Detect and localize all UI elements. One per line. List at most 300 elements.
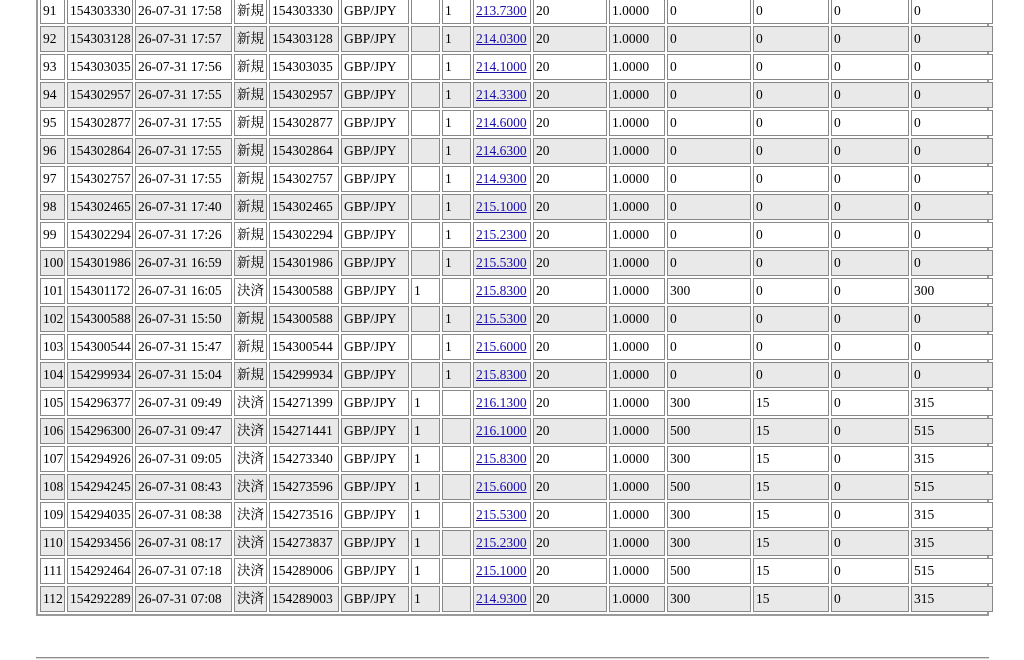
cell-datetime: 26-07-31 17:26 bbox=[135, 222, 232, 248]
cell-buy-qty: 1 bbox=[442, 0, 471, 24]
cell-datetime: 26-07-31 09:05 bbox=[135, 446, 232, 472]
table-row bbox=[40, 82, 993, 108]
cell-trade-type: 新規 bbox=[234, 362, 267, 388]
cell-swap: 15 bbox=[753, 390, 829, 416]
cell-datetime: 26-07-31 15:04 bbox=[135, 362, 232, 388]
cell-swap: 15 bbox=[753, 586, 829, 612]
cell-sell-qty bbox=[411, 0, 440, 24]
price-link[interactable]: 214.9300 bbox=[476, 591, 527, 606]
cell-swap: 0 bbox=[753, 110, 829, 136]
cell-price-link bbox=[473, 558, 531, 584]
cell-trade-type: 決済 bbox=[234, 530, 267, 556]
cell-sell-qty bbox=[411, 82, 440, 108]
cell-sell-qty: 1 bbox=[411, 502, 440, 528]
cell-buy-qty: 1 bbox=[442, 222, 471, 248]
cell-total: 515 bbox=[911, 474, 993, 500]
cell-order-id: 154302294 bbox=[67, 222, 133, 248]
cell-order-id: 154303330 bbox=[67, 0, 133, 24]
cell-trade-type: 決済 bbox=[234, 278, 267, 304]
cell-order-id: 154302877 bbox=[67, 110, 133, 136]
cell-sell-qty: 1 bbox=[411, 530, 440, 556]
cell-datetime: 26-07-31 08:38 bbox=[135, 502, 232, 528]
cell-buy-qty: 1 bbox=[442, 362, 471, 388]
cell-trade-type: 新規 bbox=[234, 250, 267, 276]
table-row bbox=[40, 446, 993, 472]
cell-sell-qty: 1 bbox=[411, 446, 440, 472]
price-link[interactable]: 215.6000 bbox=[476, 339, 527, 354]
cell-currency-pair: GBP/JPY bbox=[341, 82, 409, 108]
cell-order-id: 154300588 bbox=[67, 306, 133, 332]
cell-order-id: 154301986 bbox=[67, 250, 133, 276]
cell-trade-type: 新規 bbox=[234, 306, 267, 332]
cell-position-id: 154299934 bbox=[269, 362, 339, 388]
cell-datetime: 26-07-31 17:55 bbox=[135, 138, 232, 164]
cell-position-id: 154300588 bbox=[269, 306, 339, 332]
price-link[interactable]: 214.9300 bbox=[476, 171, 527, 186]
cell-lot: 20 bbox=[533, 166, 607, 192]
cell-rate: 1.0000 bbox=[609, 166, 665, 192]
cell-rate: 1.0000 bbox=[609, 474, 665, 500]
cell-lot: 20 bbox=[533, 474, 607, 500]
cell-buy-qty: 1 bbox=[442, 306, 471, 332]
cell-fee: 0 bbox=[831, 586, 909, 612]
cell-buy-qty: 1 bbox=[442, 26, 471, 52]
cell-total: 315 bbox=[911, 502, 993, 528]
cell-currency-pair: GBP/JPY bbox=[341, 138, 409, 164]
cell-sell-qty: 1 bbox=[411, 558, 440, 584]
cell-total: 0 bbox=[911, 54, 993, 80]
cell-lot: 20 bbox=[533, 362, 607, 388]
cell-swap: 0 bbox=[753, 194, 829, 220]
cell-rate: 1.0000 bbox=[609, 586, 665, 612]
cell-row-number: 100 bbox=[40, 250, 65, 276]
cell-row-number: 101 bbox=[40, 278, 65, 304]
table-row bbox=[40, 586, 993, 612]
cell-price-link bbox=[473, 110, 531, 136]
cell-profit-loss: 0 bbox=[667, 54, 751, 80]
cell-price-link bbox=[473, 54, 531, 80]
cell-lot: 20 bbox=[533, 222, 607, 248]
cell-row-number: 99 bbox=[40, 222, 65, 248]
cell-currency-pair: GBP/JPY bbox=[341, 166, 409, 192]
cell-row-number: 104 bbox=[40, 362, 65, 388]
cell-price-link bbox=[473, 26, 531, 52]
cell-currency-pair: GBP/JPY bbox=[341, 110, 409, 136]
cell-trade-type: 決済 bbox=[234, 474, 267, 500]
cell-profit-loss: 300 bbox=[667, 278, 751, 304]
cell-order-id: 154302757 bbox=[67, 166, 133, 192]
cell-total: 0 bbox=[911, 334, 993, 360]
cell-currency-pair: GBP/JPY bbox=[341, 306, 409, 332]
table-row bbox=[40, 390, 993, 416]
cell-total: 0 bbox=[911, 250, 993, 276]
cell-order-id: 154299934 bbox=[67, 362, 133, 388]
cell-sell-qty bbox=[411, 26, 440, 52]
cell-total: 0 bbox=[911, 138, 993, 164]
cell-position-id: 154289003 bbox=[269, 586, 339, 612]
cell-rate: 1.0000 bbox=[609, 82, 665, 108]
cell-currency-pair: GBP/JPY bbox=[341, 26, 409, 52]
cell-row-number: 93 bbox=[40, 54, 65, 80]
cell-trade-type: 新規 bbox=[234, 222, 267, 248]
cell-rate: 1.0000 bbox=[609, 0, 665, 24]
cell-row-number: 102 bbox=[40, 306, 65, 332]
cell-price-link bbox=[473, 586, 531, 612]
cell-total: 0 bbox=[911, 0, 993, 24]
cell-price-link bbox=[473, 0, 531, 24]
table-row bbox=[40, 222, 993, 248]
table-row bbox=[40, 474, 993, 500]
cell-lot: 20 bbox=[533, 82, 607, 108]
cell-profit-loss: 0 bbox=[667, 26, 751, 52]
cell-swap: 15 bbox=[753, 446, 829, 472]
cell-buy-qty: 1 bbox=[442, 166, 471, 192]
cell-profit-loss: 0 bbox=[667, 334, 751, 360]
cell-sell-qty: 1 bbox=[411, 278, 440, 304]
cell-lot: 20 bbox=[533, 502, 607, 528]
cell-profit-loss: 0 bbox=[667, 166, 751, 192]
cell-trade-type: 決済 bbox=[234, 586, 267, 612]
cell-swap: 0 bbox=[753, 26, 829, 52]
trade-table bbox=[38, 0, 995, 614]
cell-sell-qty bbox=[411, 222, 440, 248]
cell-datetime: 26-07-31 15:47 bbox=[135, 334, 232, 360]
table-row bbox=[40, 138, 993, 164]
price-link[interactable]: 216.1300 bbox=[476, 395, 527, 410]
cell-trade-type: 決済 bbox=[234, 502, 267, 528]
cell-buy-qty: 1 bbox=[442, 250, 471, 276]
cell-total: 0 bbox=[911, 222, 993, 248]
cell-position-id: 154273516 bbox=[269, 502, 339, 528]
table-row bbox=[40, 166, 993, 192]
table-row bbox=[40, 306, 993, 332]
cell-swap: 0 bbox=[753, 82, 829, 108]
cell-price-link bbox=[473, 222, 531, 248]
cell-order-id: 154292464 bbox=[67, 558, 133, 584]
price-link[interactable]: 213.7300 bbox=[476, 3, 527, 18]
cell-datetime: 26-07-31 17:58 bbox=[135, 0, 232, 24]
cell-price-link bbox=[473, 390, 531, 416]
cell-fee: 0 bbox=[831, 26, 909, 52]
cell-swap: 0 bbox=[753, 334, 829, 360]
cell-profit-loss: 300 bbox=[667, 502, 751, 528]
cell-total: 515 bbox=[911, 558, 993, 584]
cell-fee: 0 bbox=[831, 278, 909, 304]
price-link[interactable]: 214.6300 bbox=[476, 143, 527, 158]
cell-datetime: 26-07-31 16:59 bbox=[135, 250, 232, 276]
cell-fee: 0 bbox=[831, 474, 909, 500]
cell-row-number: 94 bbox=[40, 82, 65, 108]
cell-buy-qty: 1 bbox=[442, 334, 471, 360]
cell-rate: 1.0000 bbox=[609, 446, 665, 472]
cell-datetime: 26-07-31 08:17 bbox=[135, 530, 232, 556]
cell-trade-type: 新規 bbox=[234, 166, 267, 192]
cell-sell-qty bbox=[411, 138, 440, 164]
cell-buy-qty bbox=[442, 278, 471, 304]
cell-sell-qty: 1 bbox=[411, 586, 440, 612]
cell-rate: 1.0000 bbox=[609, 502, 665, 528]
cell-currency-pair: GBP/JPY bbox=[341, 530, 409, 556]
cell-trade-type: 新規 bbox=[234, 82, 267, 108]
price-link[interactable]: 214.6000 bbox=[476, 115, 527, 130]
cell-datetime: 26-07-31 16:05 bbox=[135, 278, 232, 304]
cell-price-link bbox=[473, 362, 531, 388]
cell-currency-pair: GBP/JPY bbox=[341, 502, 409, 528]
cell-fee: 0 bbox=[831, 530, 909, 556]
cell-row-number: 97 bbox=[40, 166, 65, 192]
cell-position-id: 154303128 bbox=[269, 26, 339, 52]
cell-profit-loss: 500 bbox=[667, 474, 751, 500]
cell-buy-qty bbox=[442, 474, 471, 500]
cell-trade-type: 新規 bbox=[234, 0, 267, 24]
price-link[interactable]: 215.6000 bbox=[476, 479, 527, 494]
table-row bbox=[40, 278, 993, 304]
cell-fee: 0 bbox=[831, 110, 909, 136]
cell-order-id: 154302957 bbox=[67, 82, 133, 108]
price-link[interactable]: 215.8300 bbox=[476, 367, 527, 382]
cell-profit-loss: 300 bbox=[667, 586, 751, 612]
cell-fee: 0 bbox=[831, 362, 909, 388]
cell-rate: 1.0000 bbox=[609, 54, 665, 80]
cell-currency-pair: GBP/JPY bbox=[341, 558, 409, 584]
cell-rate: 1.0000 bbox=[609, 362, 665, 388]
cell-profit-loss: 0 bbox=[667, 194, 751, 220]
cell-fee: 0 bbox=[831, 502, 909, 528]
cell-price-link bbox=[473, 474, 531, 500]
cell-buy-qty: 1 bbox=[442, 110, 471, 136]
cell-lot: 20 bbox=[533, 278, 607, 304]
cell-swap: 0 bbox=[753, 250, 829, 276]
price-link[interactable]: 215.1000 bbox=[476, 563, 527, 578]
cell-sell-qty bbox=[411, 166, 440, 192]
cell-position-id: 154301986 bbox=[269, 250, 339, 276]
cell-swap: 0 bbox=[753, 362, 829, 388]
cell-lot: 20 bbox=[533, 138, 607, 164]
price-link[interactable]: 215.2300 bbox=[476, 535, 527, 550]
cell-swap: 15 bbox=[753, 474, 829, 500]
price-link[interactable]: 215.5300 bbox=[476, 255, 527, 270]
price-link[interactable]: 215.5300 bbox=[476, 311, 527, 326]
cell-datetime: 26-07-31 09:49 bbox=[135, 390, 232, 416]
cell-profit-loss: 500 bbox=[667, 418, 751, 444]
cell-datetime: 26-07-31 15:50 bbox=[135, 306, 232, 332]
cell-order-id: 154293456 bbox=[67, 530, 133, 556]
cell-currency-pair: GBP/JPY bbox=[341, 194, 409, 220]
table-row bbox=[40, 250, 993, 276]
cell-rate: 1.0000 bbox=[609, 418, 665, 444]
cell-rate: 1.0000 bbox=[609, 306, 665, 332]
cell-datetime: 26-07-31 17:55 bbox=[135, 110, 232, 136]
cell-datetime: 26-07-31 07:08 bbox=[135, 586, 232, 612]
cell-total: 0 bbox=[911, 110, 993, 136]
cell-rate: 1.0000 bbox=[609, 334, 665, 360]
cell-lot: 20 bbox=[533, 334, 607, 360]
cell-swap: 15 bbox=[753, 418, 829, 444]
price-link[interactable]: 215.2300 bbox=[476, 227, 527, 242]
cell-position-id: 154271399 bbox=[269, 390, 339, 416]
cell-position-id: 154273837 bbox=[269, 530, 339, 556]
cell-swap: 0 bbox=[753, 54, 829, 80]
cell-trade-type: 新規 bbox=[234, 110, 267, 136]
price-link[interactable]: 214.0300 bbox=[476, 31, 527, 46]
cell-row-number: 106 bbox=[40, 418, 65, 444]
cell-position-id: 154302864 bbox=[269, 138, 339, 164]
cell-trade-type: 新規 bbox=[234, 26, 267, 52]
cell-datetime: 26-07-31 07:18 bbox=[135, 558, 232, 584]
cell-lot: 20 bbox=[533, 390, 607, 416]
cell-fee: 0 bbox=[831, 54, 909, 80]
table-row bbox=[40, 418, 993, 444]
cell-buy-qty: 1 bbox=[442, 54, 471, 80]
cell-sell-qty: 1 bbox=[411, 418, 440, 444]
cell-fee: 0 bbox=[831, 166, 909, 192]
cell-profit-loss: 300 bbox=[667, 446, 751, 472]
cell-sell-qty bbox=[411, 306, 440, 332]
price-link[interactable]: 216.1000 bbox=[476, 423, 527, 438]
cell-profit-loss: 300 bbox=[667, 530, 751, 556]
price-link[interactable]: 215.5300 bbox=[476, 507, 527, 522]
cell-rate: 1.0000 bbox=[609, 558, 665, 584]
cell-position-id: 154303035 bbox=[269, 54, 339, 80]
cell-buy-qty bbox=[442, 530, 471, 556]
cell-fee: 0 bbox=[831, 82, 909, 108]
cell-rate: 1.0000 bbox=[609, 278, 665, 304]
cell-trade-type: 決済 bbox=[234, 558, 267, 584]
cell-position-id: 154300588 bbox=[269, 278, 339, 304]
cell-row-number: 112 bbox=[40, 586, 65, 612]
table-row bbox=[40, 334, 993, 360]
cell-price-link bbox=[473, 194, 531, 220]
cell-row-number: 91 bbox=[40, 0, 65, 24]
cell-position-id: 154302465 bbox=[269, 194, 339, 220]
cell-swap: 0 bbox=[753, 278, 829, 304]
horizontal-rule bbox=[36, 657, 989, 659]
cell-buy-qty bbox=[442, 446, 471, 472]
cell-row-number: 95 bbox=[40, 110, 65, 136]
cell-lot: 20 bbox=[533, 0, 607, 24]
cell-profit-loss: 0 bbox=[667, 82, 751, 108]
cell-swap: 15 bbox=[753, 502, 829, 528]
cell-rate: 1.0000 bbox=[609, 222, 665, 248]
price-link[interactable]: 214.1000 bbox=[476, 59, 527, 74]
cell-trade-type: 決済 bbox=[234, 390, 267, 416]
cell-profit-loss: 300 bbox=[667, 390, 751, 416]
cell-sell-qty bbox=[411, 194, 440, 220]
cell-fee: 0 bbox=[831, 222, 909, 248]
price-link[interactable]: 214.3300 bbox=[476, 87, 527, 102]
cell-profit-loss: 0 bbox=[667, 138, 751, 164]
cell-position-id: 154302757 bbox=[269, 166, 339, 192]
cell-lot: 20 bbox=[533, 194, 607, 220]
cell-currency-pair: GBP/JPY bbox=[341, 586, 409, 612]
cell-sell-qty bbox=[411, 334, 440, 360]
cell-row-number: 92 bbox=[40, 26, 65, 52]
cell-fee: 0 bbox=[831, 138, 909, 164]
table-row bbox=[40, 362, 993, 388]
cell-position-id: 154302957 bbox=[269, 82, 339, 108]
price-link[interactable]: 215.8300 bbox=[476, 283, 527, 298]
cell-lot: 20 bbox=[533, 250, 607, 276]
cell-buy-qty: 1 bbox=[442, 138, 471, 164]
cell-buy-qty: 1 bbox=[442, 194, 471, 220]
cell-currency-pair: GBP/JPY bbox=[341, 222, 409, 248]
cell-total: 315 bbox=[911, 446, 993, 472]
cell-sell-qty: 1 bbox=[411, 390, 440, 416]
cell-currency-pair: GBP/JPY bbox=[341, 446, 409, 472]
cell-datetime: 26-07-31 08:43 bbox=[135, 474, 232, 500]
cell-order-id: 154296377 bbox=[67, 390, 133, 416]
table-row bbox=[40, 26, 993, 52]
cell-price-link bbox=[473, 334, 531, 360]
cell-row-number: 98 bbox=[40, 194, 65, 220]
cell-buy-qty bbox=[442, 502, 471, 528]
cell-total: 0 bbox=[911, 362, 993, 388]
price-link[interactable]: 215.8300 bbox=[476, 451, 527, 466]
cell-lot: 20 bbox=[533, 110, 607, 136]
cell-profit-loss: 0 bbox=[667, 306, 751, 332]
price-link[interactable]: 215.1000 bbox=[476, 199, 527, 214]
cell-swap: 15 bbox=[753, 558, 829, 584]
cell-price-link bbox=[473, 446, 531, 472]
cell-total: 315 bbox=[911, 530, 993, 556]
trade-history-table bbox=[36, 0, 989, 616]
cell-order-id: 154302465 bbox=[67, 194, 133, 220]
cell-profit-loss: 500 bbox=[667, 558, 751, 584]
cell-order-id: 154301172 bbox=[67, 278, 133, 304]
cell-buy-qty: 1 bbox=[442, 82, 471, 108]
cell-order-id: 154302864 bbox=[67, 138, 133, 164]
cell-total: 0 bbox=[911, 306, 993, 332]
cell-datetime: 26-07-31 09:47 bbox=[135, 418, 232, 444]
cell-fee: 0 bbox=[831, 306, 909, 332]
cell-position-id: 154289006 bbox=[269, 558, 339, 584]
cell-swap: 0 bbox=[753, 0, 829, 24]
cell-sell-qty bbox=[411, 362, 440, 388]
cell-profit-loss: 0 bbox=[667, 250, 751, 276]
cell-fee: 0 bbox=[831, 250, 909, 276]
cell-position-id: 154273340 bbox=[269, 446, 339, 472]
cell-fee: 0 bbox=[831, 390, 909, 416]
cell-swap: 0 bbox=[753, 222, 829, 248]
cell-price-link bbox=[473, 530, 531, 556]
cell-rate: 1.0000 bbox=[609, 138, 665, 164]
cell-trade-type: 新規 bbox=[234, 194, 267, 220]
table-row bbox=[40, 502, 993, 528]
cell-fee: 0 bbox=[831, 558, 909, 584]
cell-profit-loss: 0 bbox=[667, 0, 751, 24]
cell-sell-qty bbox=[411, 250, 440, 276]
cell-trade-type: 新規 bbox=[234, 138, 267, 164]
cell-datetime: 26-07-31 17:55 bbox=[135, 166, 232, 192]
cell-total: 0 bbox=[911, 82, 993, 108]
cell-price-link bbox=[473, 166, 531, 192]
cell-currency-pair: GBP/JPY bbox=[341, 362, 409, 388]
cell-position-id: 154271441 bbox=[269, 418, 339, 444]
cell-total: 0 bbox=[911, 26, 993, 52]
cell-rate: 1.0000 bbox=[609, 194, 665, 220]
cell-total: 315 bbox=[911, 390, 993, 416]
cell-row-number: 109 bbox=[40, 502, 65, 528]
cell-lot: 20 bbox=[533, 530, 607, 556]
cell-total: 300 bbox=[911, 278, 993, 304]
cell-datetime: 26-07-31 17:40 bbox=[135, 194, 232, 220]
cell-row-number: 103 bbox=[40, 334, 65, 360]
cell-trade-type: 新規 bbox=[234, 334, 267, 360]
cell-rate: 1.0000 bbox=[609, 110, 665, 136]
cell-swap: 0 bbox=[753, 306, 829, 332]
cell-profit-loss: 0 bbox=[667, 362, 751, 388]
cell-buy-qty bbox=[442, 418, 471, 444]
